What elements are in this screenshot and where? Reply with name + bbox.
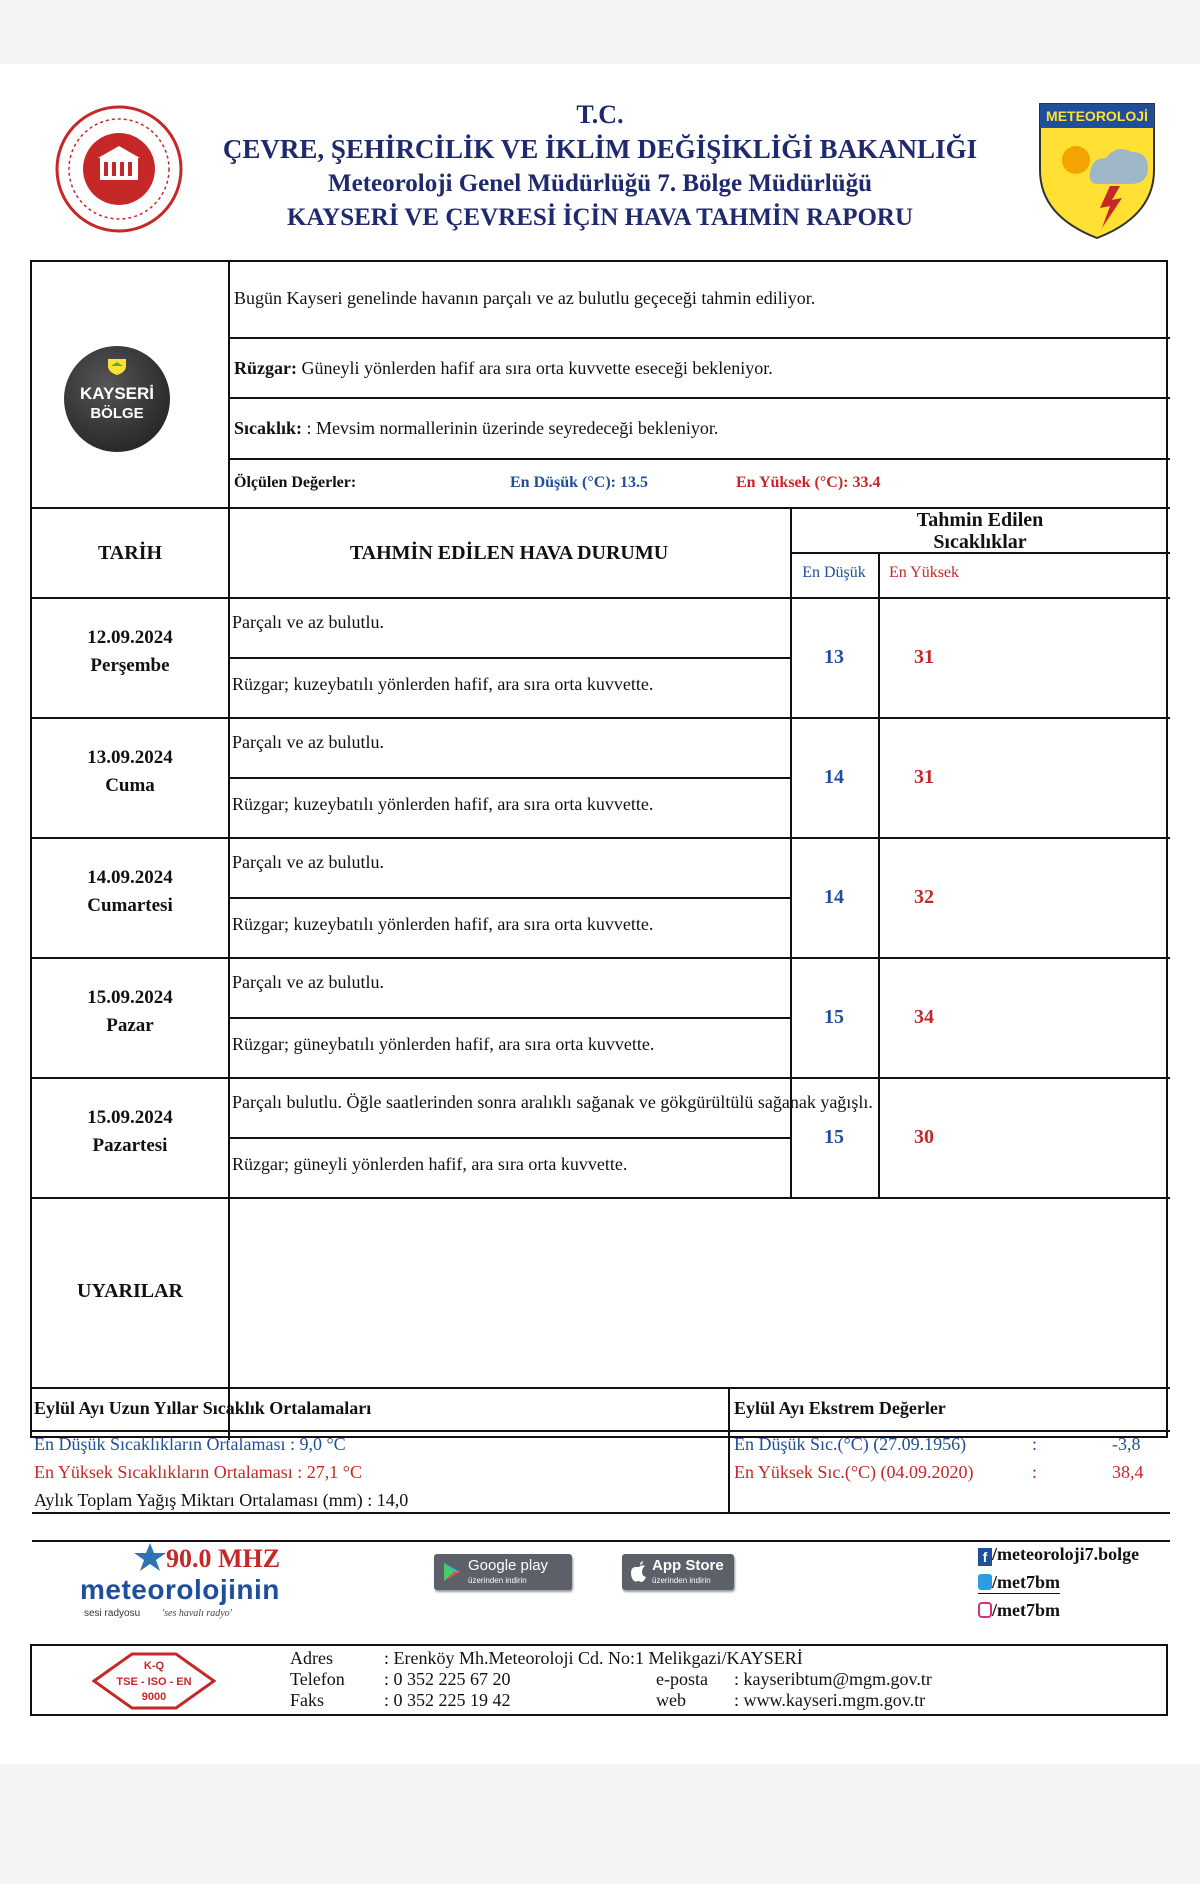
google-play-sub: üzerinden indirin [468, 1576, 527, 1585]
report-header [0, 64, 1200, 254]
col-header-forecast: TAHMİN EDİLEN HAVA DURUMU [349, 542, 669, 564]
measured-max: En Yüksek (°C): 33.4 [736, 474, 881, 491]
kayseri-bolge-badge [64, 346, 170, 452]
row-min: 15 [824, 1126, 844, 1148]
row-sky: Parçalı ve az bulutlu. [232, 852, 384, 872]
instagram-link[interactable] [978, 1600, 1060, 1621]
summary-wind [234, 358, 773, 379]
row-wind: Rüzgar; kuzeybatılı yönlerden hafif, ara sıra orta kuvvette. [232, 674, 654, 694]
row-date: 13.09.2024 [87, 747, 173, 768]
cert-mid: TSE - ISO - EN [116, 1676, 192, 1688]
header-directorate: Meteoroloji Genel Müdürlüğü 7. Bölge Müdürlüğü [328, 170, 872, 197]
row-date: 12.09.2024 [87, 627, 173, 648]
row-date: 14.09.2024 [87, 867, 173, 888]
col-header-max: En Yüksek [888, 564, 960, 581]
fax-value: : 0 352 225 19 42 [384, 1690, 511, 1710]
star-icon [132, 1542, 168, 1572]
row-date: 15.09.2024 [87, 987, 173, 1008]
row-wind: Rüzgar; güneybatılı yönlerden hafif, ara sıra orta kuvvette. [232, 1034, 655, 1054]
address-value: : Erenköy Mh.Meteoroloji Cd. No:1 Melikgazi/KAYSERİ [384, 1648, 803, 1668]
summary-general: Bugün Kayseri genelinde havanın parçalı ve az bulutlu geçeceği tahmin ediliyor. [234, 288, 816, 308]
badge-emblem-icon [107, 358, 127, 376]
summary-temp [234, 418, 718, 439]
met-logo-text: METEOROLOJİ [1046, 108, 1148, 124]
google-play-title: Google play [468, 1557, 549, 1574]
phone-label: Telefon [290, 1669, 345, 1689]
extremes-min-label: En Düşük Sıc.(°C) (27.09.1956) [734, 1434, 967, 1454]
app-store-title: App Store [652, 1557, 724, 1574]
row-wind: Rüzgar; güneyli yönlerden hafif, ara sıra orta kuvvette. [232, 1154, 628, 1174]
row-date: 15.09.2024 [87, 1107, 173, 1128]
row-sky: Parçalı ve az bulutlu. [232, 612, 384, 632]
twitter-icon [978, 1574, 992, 1590]
address-label: Adres [290, 1648, 333, 1668]
contact-footer [30, 1644, 1168, 1716]
warnings-label: UYARILAR [77, 1280, 183, 1302]
meteoroloji-logo-icon [1036, 100, 1158, 240]
summary-temp-text: : Mevsim normallerinin üzerinde seyredeceği bekleniyor. [302, 418, 719, 438]
row-min: 13 [824, 646, 844, 668]
phone-value: : 0 352 225 67 20 [384, 1669, 511, 1689]
cert-top: K-Q [143, 1660, 165, 1672]
tse-iso-cert-icon [92, 1652, 216, 1710]
row-wind: Rüzgar; kuzeybatılı yönlerden hafif, ara sıra orta kuvvette. [232, 914, 654, 934]
header-tc: T.C. [576, 100, 624, 129]
row-min: 15 [824, 1006, 844, 1028]
instagram-handle: /met7bm [992, 1600, 1060, 1620]
header-ministry: ÇEVRE, ŞEHİRCİLİK VE İKLİM DEĞİŞİKLİĞİ BAKANLIĞI [222, 134, 978, 164]
twitter-handle: /met7bm [992, 1572, 1060, 1592]
row-max: 32 [914, 886, 934, 908]
summary-wind-text: Güneyli yönlerden hafif ara sıra orta kuvvette eseceği bekleniyor. [296, 358, 773, 378]
row-day: Cuma [105, 775, 155, 796]
col-header-temps-line2: Sıcaklıklar [933, 531, 1027, 553]
row-day: Pazar [106, 1015, 154, 1036]
web-value[interactable]: : www.kayseri.mgm.gov.tr [734, 1690, 926, 1710]
row-max: 31 [914, 766, 934, 788]
report-page [0, 64, 1200, 1764]
extremes-max-sep: : [1032, 1462, 1038, 1482]
measured-label: Ölçülen Değerler: [234, 474, 357, 491]
extremes-max-value: 38,4 [1112, 1462, 1144, 1482]
row-max: 30 [914, 1126, 934, 1148]
web-label: web [656, 1690, 686, 1710]
col-header-temps-line1: Tahmin Edilen [916, 509, 1044, 531]
instagram-icon [978, 1602, 992, 1618]
col-header-min: En Düşük [802, 564, 866, 581]
averages-precip: Aylık Toplam Yağış Miktarı Ortalaması (mm) : 14,0 [34, 1490, 409, 1510]
google-play-button[interactable] [434, 1554, 572, 1590]
row-sky: Parçalı ve az bulutlu. [232, 732, 384, 752]
forecast-table [30, 260, 1168, 1620]
row-sky: Parçalı ve az bulutlu. [232, 972, 384, 992]
row-min: 14 [824, 766, 844, 788]
averages-min: En Düşük Sıcaklıkların Ortalaması : 9,0 °C [34, 1434, 346, 1454]
radio-frequency: 90.0 MHZ [166, 1544, 281, 1573]
badge-line2: BÖLGE [90, 405, 144, 422]
fax-label: Faks [290, 1690, 325, 1710]
extremes-max-label: En Yüksek Sıc.(°C) (04.09.2020) [734, 1462, 974, 1482]
twitter-link[interactable] [978, 1572, 1060, 1594]
facebook-icon: f [978, 1548, 992, 1566]
summary-temp-label: Sıcaklık: [234, 418, 303, 438]
averages-max: En Yüksek Sıcaklıkların Ortalaması : 27,1 °C [34, 1462, 362, 1482]
facebook-link[interactable] [978, 1544, 1139, 1566]
email-label: e-posta [656, 1669, 708, 1689]
row-max: 31 [914, 646, 934, 668]
row-min: 14 [824, 886, 844, 908]
row-wind: Rüzgar; kuzeybatılı yönlerden hafif, ara sıra orta kuvvette. [232, 794, 654, 814]
radio-name: meteorolojinin [80, 1574, 280, 1605]
radio-slogan: 'ses havalı radyo' [162, 1608, 232, 1619]
extremes-min-sep: : [1032, 1434, 1038, 1454]
radio-sub: sesi radyosu [84, 1608, 141, 1619]
summary-wind-label: Rüzgar: [234, 358, 297, 378]
row-sky: Parçalı bulutlu. Öğle saatlerinden sonra aralıklı sağanak ve gökgürültülü sağanak yağışlı. [232, 1092, 873, 1112]
apple-icon [630, 1561, 648, 1583]
facebook-handle: /meteoroloji7.bolge [992, 1544, 1140, 1564]
row-day: Pazartesi [92, 1135, 168, 1156]
cert-bot: 9000 [141, 1691, 167, 1703]
badge-line1: KAYSERİ [79, 384, 154, 403]
google-play-icon [442, 1562, 462, 1582]
app-store-sub: üzerinden indirin [652, 1576, 711, 1585]
col-header-date: TARİH [97, 542, 163, 564]
extremes-title: Eylül Ayı Ekstrem Değerler [734, 1398, 946, 1418]
row-day: Perşembe [90, 655, 170, 676]
row-max: 34 [914, 1006, 934, 1028]
extremes-min-value: -3,8 [1112, 1434, 1141, 1454]
email-value[interactable]: : kayseribtum@mgm.gov.tr [734, 1669, 932, 1689]
averages-title: Eylül Ayı Uzun Yıllar Sıcaklık Ortalamaları [34, 1398, 372, 1418]
measured-min: En Düşük (°C): 13.5 [510, 474, 648, 491]
app-store-button[interactable] [622, 1554, 734, 1590]
col-header-temps [790, 509, 1170, 553]
header-report-title: KAYSERİ VE ÇEVRESİ İÇİN HAVA TAHMİN RAPORU [286, 204, 914, 231]
row-day: Cumartesi [87, 895, 173, 916]
